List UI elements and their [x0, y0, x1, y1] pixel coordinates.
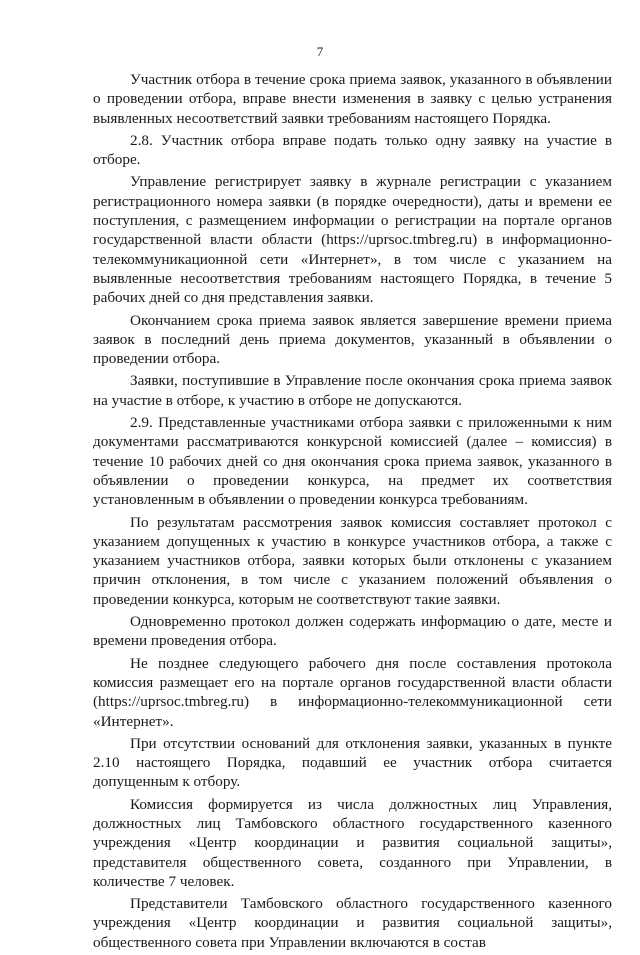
paragraph: Не позднее следующего рабочего дня после составления протокола комиссия размещает его на портале органов государственной власти области (https://uprsoc.tmbreg.ru) в информационно-телекоммуникационной сети «Интернет». [93, 654, 612, 730]
paragraph: Окончанием срока приема заявок является завершение времени приема заявок в последний день приема документов, указанный в объявлении о проведении отбора. [93, 311, 612, 368]
paragraph: Управление регистрирует заявку в журнале регистрации с указанием регистрационного номера заявки (в порядке очередности), даты и времени ее поступления, с размещением информации о регистрации на портале органов государственной власти области (https://uprsoc.tmbreg.ru) в информационно-телекоммуникационной сети «Интернет», в том числе с указанием на выявленные несоответствия требованиям настоящего Порядка, в течение 5 рабочих дней со дня представления заявки. [93, 173, 612, 307]
paragraph: Одновременно протокол должен содержать информацию о дате, месте и времени проведения отбора. [93, 613, 612, 650]
paragraph: Заявки, поступившие в Управление после окончания срока приема заявок на участие в отборе, к участию в отборе не допускаются. [93, 372, 612, 409]
paragraph: Комиссия формируется из числа должностных лиц Управления, должностных лиц Тамбовского областного государственного казенного учреждения «Центр координации и развития социальной защиты», представителя общественного совета, созданного при Управлении, в количестве 7 человек. [93, 795, 612, 890]
paragraph: Представители Тамбовского областного государственного казенного учреждения «Центр координации и развития социальной защиты», общественного совета при Управлении включаются в состав [93, 895, 612, 951]
paragraph: 2.9. Представленные участниками отбора заявки с приложенными к ним документами рассматриваются конкурсной комиссией (далее – комиссия) в течение 10 рабочих дней со дня окончания срока приема заявок, указанного в объявлении о проведении конкурса, на предмет их соответствия установленным в объявлении о проведении конкурса требованиям. [93, 414, 612, 509]
paragraph: Участник отбора в течение срока приема заявок, указанного в объявлении о проведении отбора, вправе внести изменения в заявку с целью устранения выявленных несоответствий заявки требованиям настоящего Порядка. [93, 71, 612, 127]
paragraph: При отсутствии оснований для отклонения заявки, указанных в пункте 2.10 настоящего Порядка, подавший ее участник отбора считается допущенным к отбору. [93, 734, 612, 791]
paragraph: По результатам рассмотрения заявок комиссия составляет протокол с указанием допущенных к участию в конкурсе участников отбора, а также с указанием участников отбора, заявки которых были отклонены с указанием причин отклонения, в том числе с указанием положений объявления о проведении конкурса, которым не соответствуют такие заявки. [93, 513, 612, 608]
page-number: 7 [316, 44, 324, 59]
paragraph: 2.8. Участник отбора вправе подать только одну заявку на участие в отборе. [93, 131, 612, 169]
document-body [93, 70, 612, 955]
